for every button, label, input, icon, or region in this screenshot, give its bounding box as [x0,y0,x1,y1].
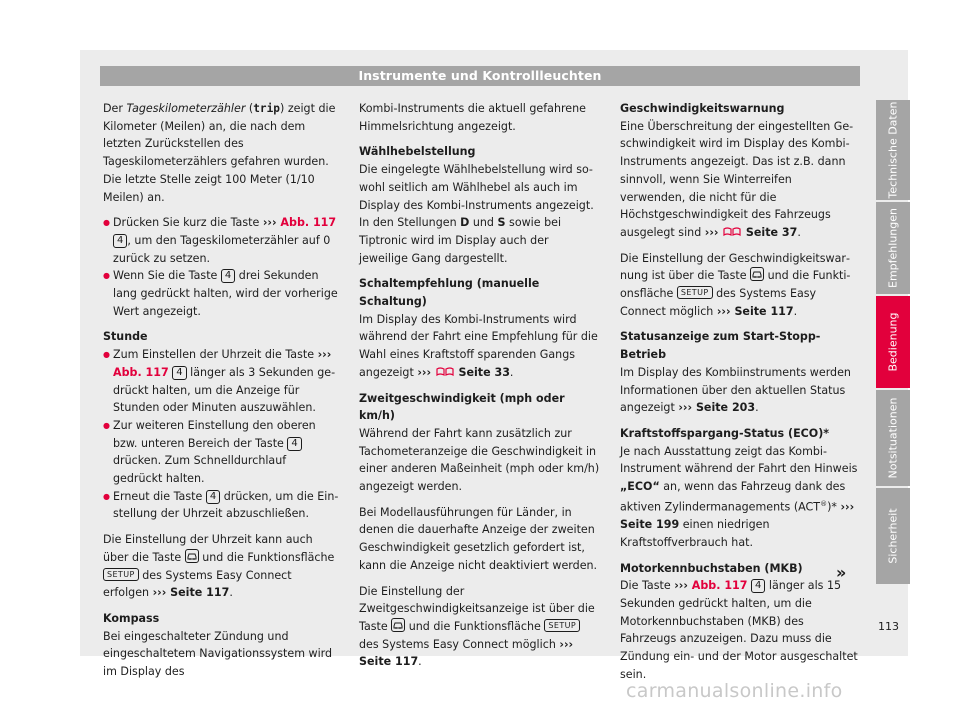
key-4-badge: 4 [172,366,186,380]
watermark: carmanualsonline.info [626,680,843,702]
paragraph-schaltempfehlung: Im Display des Kombi-Instruments wird während der Fahrt eine Empfehlung für die Wahl eines Kraftstoff sparenden Gangs angezeigt ››› Seite 33. [359,312,598,379]
car-button-icon [185,549,199,563]
paragraph-start-stopp: Im Display des Kombiinstruments werden Informationen über den aktuellen Status angezeigt ››› Seite 203. [620,365,851,415]
heading-geschwindigkeitswarnung: Geschwindigkeitswarnung [620,102,785,115]
tab-empfehlungen[interactable]: Empfehlungen [876,202,910,294]
link-abb-117[interactable]: Abb. 117 [691,579,748,593]
heading-kompass: Kompass [103,611,160,625]
warning-book-icon [435,366,455,378]
paragraph-time-setup: Die Einstellung der Uhrzeit kann auch über die Taste und die Funktionsfläche SETUP des Systems Easy Connect erfolgen ››› Seite 117. [103,533,335,600]
link-seite-37[interactable]: Seite 37 [745,225,798,239]
key-4-badge: 4 [751,579,765,593]
link-seite-117[interactable]: Seite 117 [170,586,230,600]
heading-zweitgeschwindigkeit: Zweitgeschwindigkeit (mph oder km/h) [359,391,565,423]
link-seite-199[interactable]: Seite 199 [620,518,680,532]
key-4-badge: 4 [287,437,301,451]
car-button-icon [391,618,405,632]
paragraph-waehlhebel: Die eingelegte Wählhebelstellung wird sowohl seitlich am Wählhebel als auch im Display des Kombi-Instruments angezeigt. In den Stellungen D und S sowie bei Tiptronic wird im Display auch der jeweilige Gang dargestellt. [359,163,594,265]
key-4-badge: 4 [221,269,235,283]
bullet-finish-time: ● Erneut die Taste 4 drücken, um die Einstellung der Uhrzeit abzuschließen. [103,488,339,523]
paragraph-trip: Der Tageskilometerzähler (trip) zeigt die Kilometer (Meilen) an, die nach dem letzten Zurückstellen des Tageskilometerzählers gefahren wurden. Die letzte Stelle zeigt 100 Meter (1/10 Meilen) an. [103,102,336,204]
key-4-badge: 4 [206,490,220,504]
setup-key-badge: SETUP [103,568,139,581]
paragraph-zweitgeschw-2: Bei Modellausführungen für Länder, in denen die dauerhafte Anzeige der zweiten Geschwindigkeit gesetzlich gefordert ist, kann die Anzeige nicht deaktiviert werden. [359,505,598,572]
tab-sicherheit[interactable]: Sicherheit [876,488,910,584]
paragraph-eco: Je nach Ausstattung zeigt das Kombi-Instrument während der Fahrt den Hinweis „ECO“ an, wenn das Fahrzeug dank des aktiven Zylindermanagements (ACT®)* ››› Seite 199 einen niedrigen Kraftstoffverbrauch hat. [620,444,858,549]
link-seite-117[interactable]: Seite 117 [359,655,419,669]
key-4-badge: 4 [113,234,127,248]
column-3 [620,100,860,691]
heading-stunde: Stunde [103,330,148,344]
link-abb-117[interactable]: Abb. 117 [280,216,337,230]
paragraph-kompass: Bei eingeschalteter Zündung und eingeschaltetem Navigationssystem wird im Display des [103,629,333,679]
page-number: 113 [878,620,899,633]
paragraph-kompass-cont: Kombi-Instruments die aktuell gefahrene Himmelsrichtung angezeigt. [359,102,586,133]
warning-book-icon [722,226,742,238]
paragraph-zweitgeschw-1: Während der Fahrt kann zusätzlich zur Tachometeranzeige die Geschwindigkeit in einer anderen Maßeinheit (mph oder km/h) angezeigt werden. [359,426,600,494]
link-abb-117[interactable]: Abb. 117 [113,365,169,379]
heading-mkb: Motorkennbuchstaben (MKB) [620,561,803,575]
paragraph-warnung-setup: Die Einstellung der Geschwindigkeitswarnung ist über die Taste und die Funktionsfläche SETUP des Systems Easy Connect möglich ››› Seite 117. [620,251,851,318]
car-button-icon [750,267,764,281]
bullet-reset-trip: ● Drücken Sie kurz die Taste ››› Abb. 117 4 , um den Tageskilometerzähler auf 0 zurück zu setzen. [103,214,339,267]
heading-eco: Kraftstoffspargang-Status (ECO)* [620,426,830,440]
paragraph-zweitgeschw-setup: Die Einstellung der Zweitgeschwindigkeitsanzeige ist über die Taste und die Funktionsfläche SETUP des Systems Easy Connect möglich ››› Seite 117. [359,584,595,669]
bullet-set-time: ● Zum Einstellen der Uhrzeit die Taste ››› Abb. 117 4 länger als 3 Sekunden gedrückt halten, um die Anzeige für Stunden oder Minuten auszuwählen. [103,346,339,417]
paragraph-geschwindigkeitswarnung: Eine Überschreitung der eingestellten Geschwindigkeit wird im Display des Kombi-Instruments angezeigt. Das ist z.B. dann sinnvoll, wenn Sie Winterreifen verwenden, die nicht für die Höchstgeschwindigkeit des Fahrzeugs ausgelegt sind ››› Seite 37. [620,119,854,239]
bullet-adjust-time: ● Zur weiteren Einstellung den oberen bzw. unteren Bereich der Taste 4 drücken. Zum Schnelldurchlauf gedrückt halten. [103,417,339,488]
link-seite-33[interactable]: Seite 33 [458,365,510,379]
link-seite-203[interactable]: Seite 203 [695,401,756,415]
paragraph-mkb: Die Taste ››› Abb. 117 4 länger als 15 Sekunden gedrückt halten, um die Motorkennbuchstaben (MKB) des Fahrzeugs anzuzeigen. Dazu muss die Zündung ein- und der Motor ausgeschaltet sein. [620,579,858,681]
tab-bedienung[interactable]: Bedienung [876,296,910,388]
tab-notsituationen[interactable]: Notsituationen [876,390,910,486]
page-header: Instrumente und Kontrollleuchten [100,66,860,86]
setup-key-badge: SETUP [677,286,713,299]
heading-schaltempfehlung: Schaltempfehlung (manuelle Schaltung) [359,277,540,309]
bullet-previous-value: ● Wenn Sie die Taste 4 drei Sekunden lang gedrückt halten, wird der vorherige Wert angezeigt. [103,267,339,320]
column-1 [103,100,339,689]
column-2 [359,100,601,679]
heading-start-stopp: Statusanzeige zum Start-Stopp-Betrieb [620,330,821,362]
heading-waehlhebel: Wählhebelstellung [359,145,476,159]
continue-arrow-icon: » [836,563,847,582]
setup-key-badge: SETUP [544,619,580,632]
tab-technische-daten[interactable]: Technische Daten [876,100,910,200]
link-seite-117[interactable]: Seite 117 [734,304,794,318]
